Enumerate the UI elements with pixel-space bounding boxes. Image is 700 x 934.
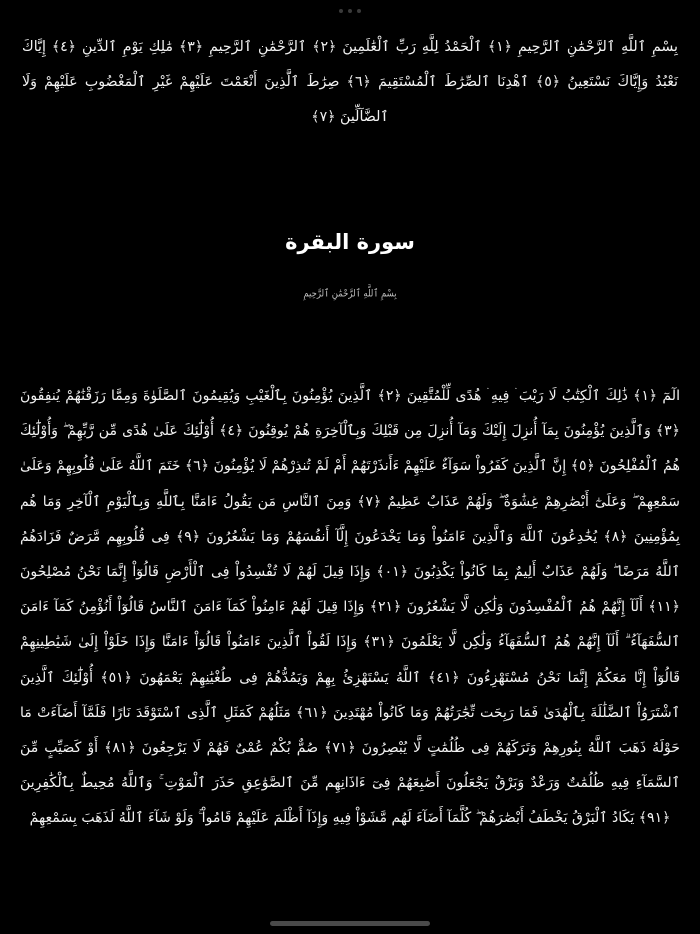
surah-heading-group	[0, 227, 700, 300]
home-indicator[interactable]	[270, 921, 430, 926]
ellipsis-dot-2	[348, 9, 352, 13]
surah-al-baqarah-text[interactable]: الٓمٓ ﴿١﴾ ذَٰلِكَ ٱلْكِتَٰبُ لَا رَيْبَ ۛ فِيهِ ۛ هُدًى لِّلْمُتَّقِينَ ﴿٢﴾ ٱلَّذِينَ يُؤْمِنُونَ بِٱلْغَيْبِ وَيُقِيمُونَ ٱلصَّلَوٰةَ وَمِمَّا رَزَقْنَٰهُمْ يُنفِقُونَ ﴿٣﴾ وَٱلَّذِينَ يُؤْمِنُونَ بِمَآ أُنزِلَ إِلَيْكَ وَمَآ أُنزِلَ مِن قَبْلِكَ وَبِٱلْآخِرَةِ هُمْ يُوقِنُونَ ﴿٤﴾ أُوْلَٰٓئِكَ عَلَىٰ هُدًى مِّن رَّبِّهِمْ ۖ وَأُوْلَٰٓئِكَ هُمُ ٱلْمُفْلِحُونَ ﴿٥﴾ إِنَّ ٱلَّذِينَ كَفَرُواْ سَوَآءٌ عَلَيْهِمْ ءَأَنذَرْتَهُمْ أَمْ لَمْ تُنذِرْهُمْ لَا يُؤْمِنُونَ ﴿٦﴾ خَتَمَ ٱللَّهُ عَلَىٰ قُلُوبِهِمْ وَعَلَىٰ سَمْعِهِمْ ۖ وَعَلَىٰٓ أَبْصَٰرِهِمْ غِشَٰوَةٌ ۖ وَلَهُمْ عَذَابٌ عَظِيمٌ ﴿٧﴾ وَمِنَ ٱلنَّاسِ مَن يَقُولُ ءَامَنَّا بِٱللَّهِ وَبِٱلْيَوْمِ ٱلْآخِرِ وَمَا هُم بِمُؤْمِنِينَ ﴿٨﴾ يُخَٰدِعُونَ ٱللَّهَ وَٱلَّذِينَ ءَامَنُواْ وَمَا يَخْدَعُونَ إِلَّآ أَنفُسَهُمْ وَمَا يَشْعُرُونَ ﴿٩﴾ فِى قُلُوبِهِم مَّرَضٌ فَزَادَهُمُ ٱللَّهُ مَرَضًا ۖ وَلَهُمْ عَذَابٌ أَلِيمٌ بِمَا كَانُواْ يَكْذِبُونَ ﴿١٠﴾ وَإِذَا قِيلَ لَهُمْ لَا تُفْسِدُواْ فِى ٱلْأَرْضِ قَالُوٓاْ إِنَّمَا نَحْنُ مُصْلِحُونَ ﴿١١﴾ أَلَآ إِنَّهُمْ هُمُ ٱلْمُفْسِدُونَ وَلَٰكِن لَّا يَشْعُرُونَ ﴿١٢﴾ وَإِذَا قِيلَ لَهُمْ ءَامِنُواْ كَمَآ ءَامَنَ ٱلنَّاسُ قَالُوٓاْ أَنُؤْمِنُ كَمَآ ءَامَنَ ٱلسُّفَهَآءُ ۗ أَلَآ إِنَّهُمْ هُمُ ٱلسُّفَهَآءُ وَلَٰكِن لَّا يَعْلَمُونَ ﴿١٣﴾ وَإِذَا لَقُواْ ٱلَّذِينَ ءَامَنُواْ قَالُوٓاْ ءَامَنَّا وَإِذَا خَلَوْاْ إِلَىٰ شَيَٰطِينِهِمْ قَالُوٓاْ إِنَّا مَعَكُمْ إِنَّمَا نَحْنُ مُسْتَهْزِءُونَ ﴿١٤﴾ ٱللَّهُ يَسْتَهْزِئُ بِهِمْ وَيَمُدُّهُمْ فِى طُغْيَٰنِهِمْ يَعْمَهُونَ ﴿١٥﴾ أُوْلَٰٓئِكَ ٱلَّذِينَ ٱشْتَرَوُاْ ٱلضَّلَٰلَةَ بِٱلْهُدَىٰ فَمَا رَبِحَت تِّجَٰرَتُهُمْ وَمَا كَانُواْ مُهْتَدِينَ ﴿١٦﴾ مَثَلُهُمْ كَمَثَلِ ٱلَّذِى ٱسْتَوْقَدَ نَارًا فَلَمَّآ أَضَآءَتْ مَا حَوْلَهُ ذَهَبَ ٱللَّهُ بِنُورِهِمْ وَتَرَكَهُمْ فِى ظُلُمَٰتٍ لَّا يُبْصِرُونَ ﴿١٧﴾ صُمٌّ بُكْمٌ عُمْىٌ فَهُمْ لَا يَرْجِعُونَ ﴿١٨﴾ أَوْ كَصَيِّبٍ مِّنَ ٱلسَّمَآءِ فِيهِ ظُلُمَٰتٌ وَرَعْدٌ وَبَرْقٌ يَجْعَلُونَ أَصَٰبِعَهُمْ فِىٓ ءَاذَانِهِم مِّنَ ٱلصَّوَٰعِقِ حَذَرَ ٱلْمَوْتِ ۚ وَٱللَّهُ مُحِيطٌ بِٱلْكَٰفِرِينَ ﴿١٩﴾ يَكَادُ ٱلْبَرْقُ يَخْطَفُ أَبْصَٰرَهُمْ ۖ كُلَّمَآ أَضَآءَ لَهُم مَّشَوْاْ فِيهِ وَإِذَآ أَظْلَمَ عَلَيْهِمْ قَامُواْ ۚ وَلَوْ شَآءَ ٱللَّهُ لَذَهَبَ بِسَمْعِهِمْ	[20, 388, 680, 827]
surah-al-fatiha-text[interactable]: بِسْمِ ٱللَّهِ ٱلرَّحْمَٰنِ ٱلرَّحِيمِ ﴿١﴾ ٱلْحَمْدُ لِلَّهِ رَبِّ ٱلْعَٰلَمِينَ ﴿٢﴾ ٱلرَّحْمَٰنِ ٱلرَّحِيمِ ﴿٣﴾ مَٰلِكِ يَوْمِ ٱلدِّينِ ﴿٤﴾ إِيَّاكَ نَعْبُدُ وَإِيَّاكَ نَسْتَعِينُ ﴿٥﴾ ٱهْدِنَا ٱلصِّرَٰطَ ٱلْمُسْتَقِيمَ ﴿٦﴾ صِرَٰطَ ٱلَّذِينَ أَنْعَمْتَ عَلَيْهِمْ غَيْرِ ٱلْمَغْضُوبِ عَلَيْهِمْ وَلَا ٱلضَّآلِّينَ ﴿٧﴾	[22, 39, 678, 125]
ellipsis-dot-3	[357, 9, 361, 13]
bismillah-ornament: بِسْمِ ٱللَّهِ ٱلرَّحْمَٰنِ ٱلرَّحِيمِ	[303, 288, 397, 300]
ellipsis-dot-1	[339, 9, 343, 13]
surah-title-al-baqarah: سورة البقرة	[285, 230, 415, 254]
quran-page-scroll-area[interactable]	[0, 22, 700, 934]
top-more-indicator[interactable]	[0, 0, 700, 22]
